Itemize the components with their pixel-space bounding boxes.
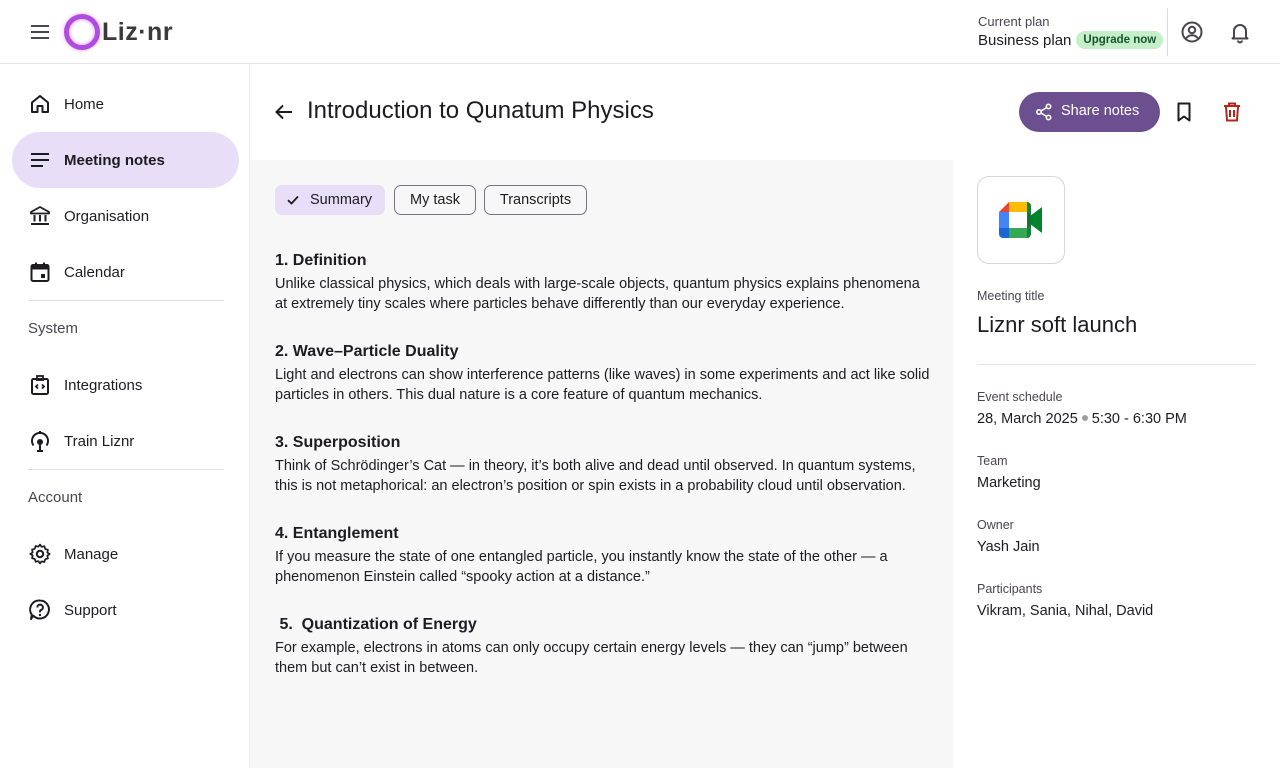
sidebar-item-label: Organisation (64, 207, 150, 225)
event-time: 5:30 - 6:30 PM (1091, 411, 1187, 427)
current-plan (978, 14, 1163, 49)
account-circle-icon[interactable] (1180, 20, 1204, 44)
share-icon (1035, 103, 1053, 121)
sidebar-item-calendar[interactable] (12, 244, 239, 300)
sidebar-item-label: Integrations (64, 376, 143, 394)
tab-label: Summary (310, 192, 373, 208)
top-bar (0, 0, 1280, 64)
section-body: Light and electrons can show interference patterns (like waves) in some experiments and act like solid particles in others. This dual nature is a core feature of quantum mechanics. (275, 367, 930, 403)
summary-section (275, 434, 935, 496)
team-value: Marketing (977, 475, 1041, 491)
bank-icon (28, 204, 52, 228)
summary-section (275, 525, 935, 587)
event-schedule (977, 411, 1187, 427)
sidebar-item-manage[interactable] (12, 526, 239, 582)
summary-section (275, 252, 935, 314)
help-icon (28, 598, 52, 622)
section-title: 2. Wave–Particle Duality (275, 343, 459, 360)
menu-icon[interactable] (28, 20, 52, 44)
check-icon (285, 192, 301, 208)
summary-section (275, 616, 935, 678)
section-title: 3. Superposition (275, 434, 401, 451)
tab-my-task[interactable] (394, 185, 476, 215)
page-title: Introduction to Qunatum Physics (307, 97, 654, 124)
sidebar-item-train-liznr[interactable] (12, 413, 239, 469)
team-label: Team (977, 454, 1008, 468)
details-divider (977, 364, 1256, 365)
section-body: For example, electrons in atoms can only occupy certain energy levels — they can “jump” between them but can’t exist in between. (275, 640, 908, 676)
train-icon (28, 429, 52, 453)
liznr-logo[interactable] (64, 12, 173, 52)
sidebar-divider (28, 469, 224, 470)
bookmark-icon[interactable] (1172, 100, 1196, 124)
home-icon (28, 92, 52, 116)
back-arrow-icon[interactable] (272, 100, 296, 124)
sidebar-item-meeting-notes[interactable] (12, 132, 239, 188)
google-meet-icon (977, 176, 1065, 264)
notes-icon (28, 148, 52, 172)
separator-dot (1082, 415, 1088, 421)
tab-label: My task (410, 192, 460, 208)
section-label-system: System (28, 320, 79, 337)
topbar-divider (1167, 8, 1168, 56)
sidebar-divider (28, 300, 224, 301)
section-title: 4. Entanglement (275, 525, 399, 542)
owner-label: Owner (977, 518, 1014, 532)
participants-label: Participants (977, 582, 1043, 596)
sidebar-item-label: Home (64, 95, 105, 113)
sidebar-item-label: Manage (64, 545, 119, 563)
section-title: 5. Quantization of Energy (275, 616, 477, 633)
participants-value: Vikram, Sania, Nihal, David (977, 603, 1154, 619)
upgrade-now-button[interactable]: Upgrade now (1076, 31, 1163, 49)
delete-icon[interactable] (1220, 100, 1244, 124)
current-plan-label: Current plan (978, 14, 1050, 29)
gear-icon (28, 542, 52, 566)
meeting-title-label: Meeting title (977, 289, 1045, 303)
section-body: If you measure the state of one entangled particle, you instantly know the state of the other — a phenomenon Einstein called “spooky action at a distance.” (275, 549, 888, 585)
owner-value: Yash Jain (977, 539, 1040, 555)
meeting-title: Liznr soft launch (977, 312, 1138, 337)
section-body: Unlike classical physics, which deals with large-scale objects, quantum physics explains phenomena at extremely tiny scales where particles behave differently than our everyday experience. (275, 276, 920, 312)
tab-label: Transcripts (499, 192, 572, 208)
share-notes-label: Share notes (1061, 103, 1140, 119)
summary-section (275, 343, 935, 405)
logo-text: Liz·nr (102, 17, 174, 46)
sidebar-item-support[interactable] (12, 582, 239, 638)
sidebar-item-home[interactable] (12, 76, 239, 132)
sidebar-item-organisation[interactable] (12, 188, 239, 244)
share-notes-button[interactable] (1019, 92, 1160, 132)
bell-icon[interactable] (1228, 20, 1252, 44)
event-schedule-label: Event schedule (977, 390, 1063, 404)
section-body: Think of Schrödinger’s Cat — in theory, it’s both alive and dead until observed. In quantum systems, this is not metaphorical: an electron’s position or spin exists in a probability cloud until observation. (275, 458, 916, 494)
section-title: 1. Definition (275, 252, 367, 269)
tab-summary[interactable] (275, 185, 385, 215)
current-plan-name: Business plan (978, 31, 1072, 49)
integrations-icon (28, 373, 52, 397)
sidebar-item-label: Calendar (64, 263, 125, 281)
sidebar-item-label: Support (64, 601, 117, 619)
sidebar-item-integrations[interactable] (12, 357, 239, 413)
calendar-icon (28, 260, 52, 284)
sidebar-item-label: Train Liznr (64, 432, 135, 450)
tab-transcripts[interactable] (484, 185, 587, 215)
event-date: 28, March 2025 (977, 411, 1078, 427)
section-label-account: Account (28, 489, 83, 506)
logo-ring-icon (64, 14, 100, 50)
sidebar-item-label: Meeting notes (64, 151, 165, 169)
